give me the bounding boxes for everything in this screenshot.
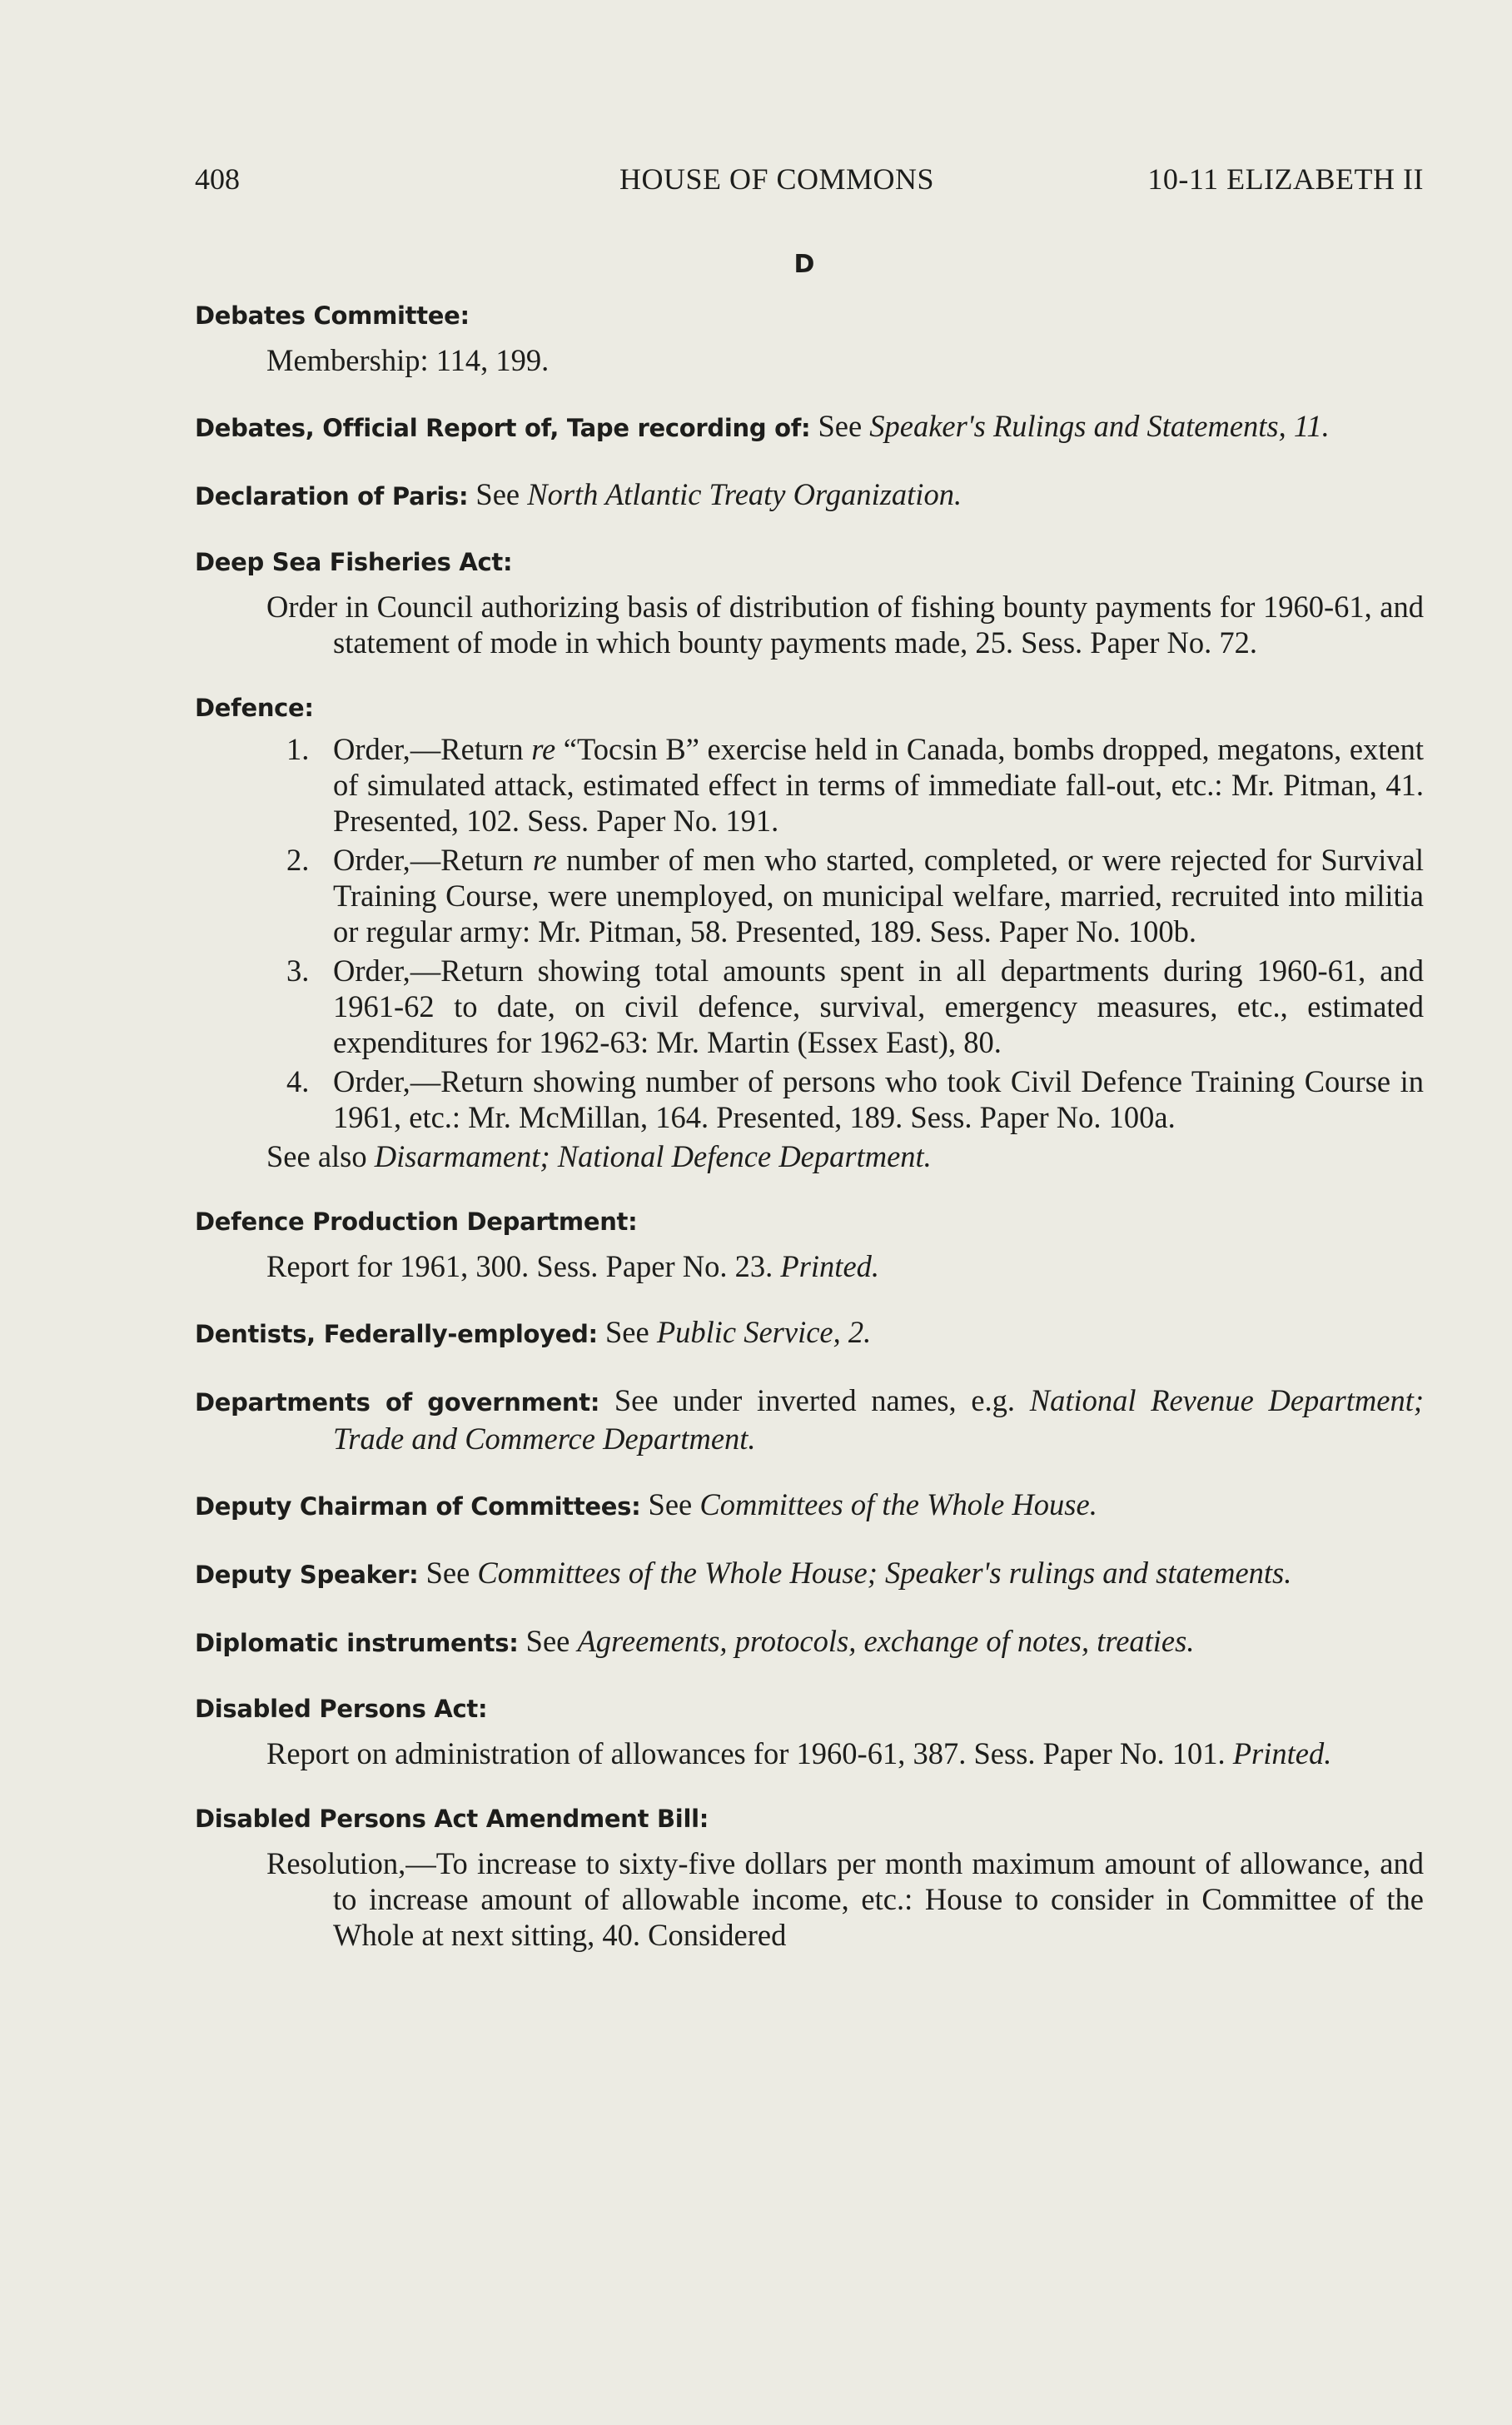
see-label: See — [648, 1487, 693, 1521]
page-number: 408 — [195, 162, 240, 196]
cross-reference: Disarmament; National Defence Department. — [374, 1139, 932, 1173]
see-label: See — [525, 1624, 570, 1658]
see-also — [195, 1138, 1424, 1174]
printed-note: Printed. — [1232, 1736, 1332, 1770]
entry-text: Order in Council authorizing basis of distribution of fishing bounty payments for 1960-61, and statement of mode in which bounty payments made, 25. Sess. Paper No. 72. — [266, 590, 1424, 660]
entry-heading: Debates Committee: — [195, 301, 470, 330]
entry-heading: Declaration of Paris: — [195, 482, 469, 510]
section-letter: D — [793, 250, 815, 279]
running-head — [195, 158, 1424, 200]
entry-heading: Deputy Speaker: — [195, 1561, 419, 1589]
cross-reference: Committees of the Whole House; Speaker's rulings and statements. — [477, 1556, 1292, 1590]
entry-heading: Defence Production Department: — [195, 1208, 638, 1236]
entry-deputy-chairman — [195, 1486, 1424, 1525]
entry-deputy-speaker — [195, 1555, 1424, 1593]
list-item — [195, 953, 1424, 1060]
entry-text — [195, 1248, 1424, 1284]
entry-heading: Disabled Persons Act: — [195, 1695, 488, 1723]
entry-text: Resolution,—To increase to sixty-five dollars per month maximum amount of allowance, and to increase amount of allowable income, etc.: House to consider in Committee of the Whole at next sitting, 40. Considered — [266, 1846, 1424, 1952]
entry-departments — [195, 1382, 1424, 1456]
entry-heading: Departments of government: — [195, 1388, 600, 1417]
see-also-label: See also — [266, 1139, 367, 1173]
list-item — [195, 842, 1424, 949]
defence-items — [195, 731, 1424, 1135]
entry-heading: Debates, Official Report of, Tape recording of: — [195, 414, 811, 442]
entry-heading: Deep Sea Fisheries Act: — [195, 548, 513, 576]
entry-text — [195, 1735, 1424, 1771]
entry-dentists — [195, 1314, 1424, 1352]
printed-note: Printed. — [780, 1249, 880, 1283]
entry-defence — [195, 690, 1424, 1174]
item-text: Order,—Return showing total amounts spent in all departments during 1960-61, and 1961-62 to date, on civil defence, survival, emergency measures, etc., estimated expenditures for 1962-63: Mr. Martin (Essex East), 80. — [333, 954, 1424, 1059]
item-number: 4. — [286, 1064, 310, 1098]
entry-debates-committee — [195, 298, 1424, 378]
item-re: re — [531, 732, 556, 766]
cross-reference: National Revenue Department; Trade and Commerce Department. — [333, 1383, 1424, 1456]
entry-diplomatic-instruments — [195, 1623, 1424, 1661]
running-title: HOUSE OF COMMONS — [619, 162, 935, 196]
entry-deep-sea-fisheries — [195, 545, 1424, 660]
entry-heading: Disabled Persons Act Amendment Bill: — [195, 1805, 709, 1833]
entry-heading: Deputy Chairman of Committees: — [195, 1492, 641, 1521]
item-number: 1. — [286, 732, 310, 766]
cross-reference: Agreements, protocols, exchange of notes, treaties. — [577, 1624, 1195, 1658]
cross-reference: Committees of the Whole House. — [699, 1487, 1097, 1521]
cross-reference: North Atlantic Treaty Organization. — [527, 477, 962, 511]
item-re: re — [532, 843, 557, 877]
entry-disabled-persons-act — [195, 1691, 1424, 1771]
item-number: 2. — [286, 843, 310, 877]
see-label: See — [818, 409, 863, 443]
see-label: See — [604, 1315, 649, 1349]
entry-disabled-persons-amendment — [195, 1801, 1424, 1953]
entry-declaration-paris — [195, 476, 1424, 515]
reign-label: 10-11 ELIZABETH II — [1147, 162, 1424, 196]
index-content — [195, 298, 1424, 1983]
list-item — [195, 731, 1424, 839]
item-text: Order,—Return — [333, 843, 533, 877]
see-label: See under inverted names, e.g. — [614, 1383, 1016, 1417]
cross-reference: Public Service, 2. — [656, 1315, 872, 1349]
entry-heading: Diplomatic instruments: — [195, 1629, 519, 1657]
item-text: Order,—Return showing number of persons who took Civil Defence Training Course in 1961, etc.: Mr. McMillan, 164. Presented, 189. Sess. Paper No. 100a. — [333, 1064, 1424, 1134]
entry-text-main: Report for 1961, 300. Sess. Paper No. 23. — [266, 1249, 773, 1283]
see-label: See — [475, 477, 520, 511]
item-text-cont: “Tocsin B” exercise held in Canada, bombs dropped, megatons, extent of simulated attack, estimated effect in terms of immediate fall-out, etc.: Mr. Pitman, 41. Presented, 102. Sess. Paper No. 191. — [333, 732, 1424, 838]
list-item — [195, 1063, 1424, 1135]
cross-reference: Speaker's Rulings and Statements, 11. — [869, 409, 1330, 443]
item-text: Order,—Return — [333, 732, 532, 766]
entry-heading: Dentists, Federally-employed: — [195, 1320, 598, 1348]
entry-defence-production — [195, 1204, 1424, 1284]
item-text-cont: number of men who started, completed, or were rejected for Survival Training Course, were unemployed, on municipal welfare, married, recruited into militia or regular army: Mr. Pitman, 58. Presented, 189. Sess. Paper No. 100b. — [333, 843, 1425, 949]
entry-text: Membership: 114, 199. — [266, 343, 550, 377]
entry-heading: Defence: — [195, 694, 314, 722]
see-label: See — [425, 1556, 470, 1590]
entry-debates-official — [195, 408, 1424, 446]
entry-text-main: Report on administration of allowances for 1960-61, 387. Sess. Paper No. 101. — [266, 1736, 1226, 1770]
item-number: 3. — [286, 954, 310, 988]
